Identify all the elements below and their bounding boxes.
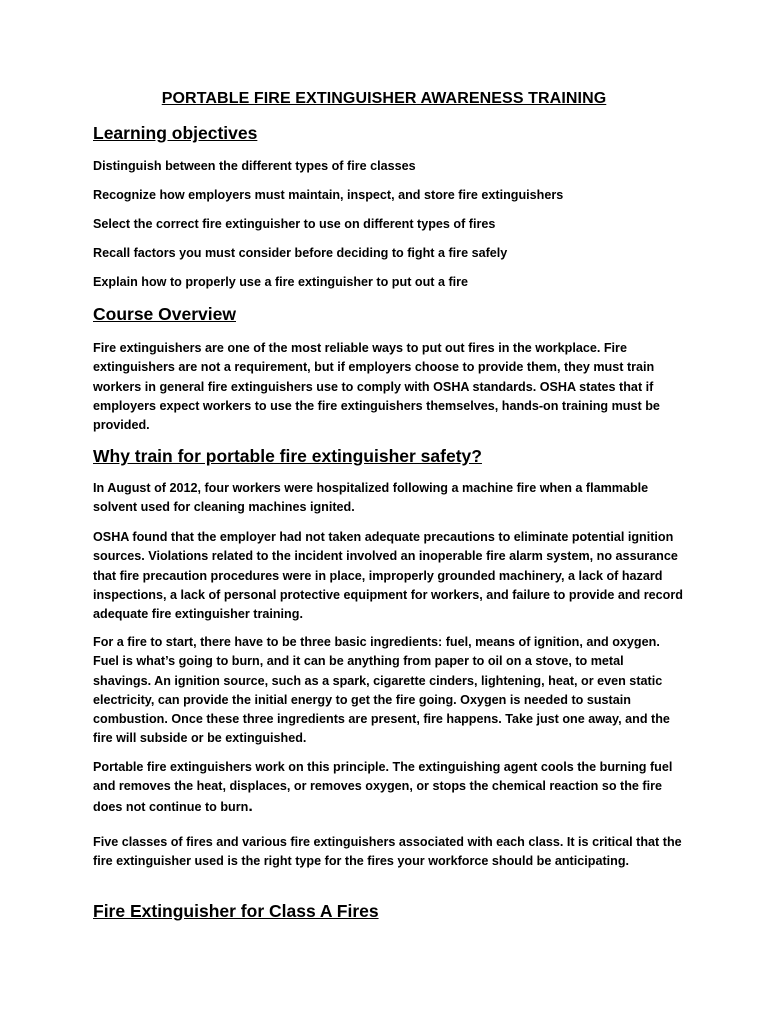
document-title: PORTABLE FIRE EXTINGUISHER AWARENESS TRAINING: [161, 90, 607, 107]
fire-classes-paragraph: Five classes of fires and various fire extinguishers associated with each class. It is critical that the fire extinguisher used is the right type for the fires your workforce should be anticipating.: [93, 835, 682, 869]
objective-item: Explain how to properly use a fire extinguisher to put out a fire: [93, 275, 469, 289]
why-train-heading: Why train for portable fire extinguisher safety?: [93, 446, 482, 466]
incident-paragraph: In August of 2012, four workers were hospitalized following a machine fire when a flammable solvent used for cleaning machines ignited.: [93, 481, 649, 515]
objective-item: Recall factors you must consider before deciding to fight a fire safely: [93, 246, 508, 260]
objective-item: Distinguish between the different types of fire classes: [93, 159, 416, 173]
objective-item: Recognize how employers must maintain, inspect, and store fire extinguishers: [93, 188, 564, 202]
fire-ingredients-paragraph: For a fire to start, there have to be three basic ingredients: fuel, means of ignition, and oxygen. Fuel is what’s going to burn, and it can be anything from paper to oil on a stove, to metal shavings. An ignition source, such as a spark, cigarette cinders, lightening, heat, or even static electricity, can provide the initial energy to get the fire going. Oxygen is needed to sustain combustion. Once these three ingredients are present, fire happens. Take just one away, and the fire will subside or be extinguished.: [93, 635, 670, 746]
period-mark: .: [248, 797, 253, 815]
class-a-heading: Fire Extinguisher for Class A Fires: [93, 901, 379, 921]
objective-item: Select the correct fire extinguisher to use on different types of fires: [93, 217, 496, 231]
course-overview-heading: Course Overview: [93, 304, 236, 324]
course-overview-paragraph: Fire extinguishers are one of the most reliable ways to put out fires in the workplace. Fire extinguishers are not a requirement, but if employers choose to provide them, they must train workers in general fire extinguishers use to comply with OSHA standards. OSHA states that if employers expect workers to use the fire extinguishers themselves, hands-on training must be provided.: [93, 341, 660, 433]
extinguisher-principle-text: Portable fire extinguishers work on this principle. The extinguishing agent cools the burning fuel and removes the heat, displaces, or removes oxygen, or stops the chemical reaction so the fire does not continue to burn: [93, 760, 673, 814]
extinguisher-principle-paragraph: [93, 758, 683, 817]
learning-objectives-heading: Learning objectives: [93, 123, 258, 143]
osha-findings-paragraph: OSHA found that the employer had not taken adequate precautions to eliminate potential ignition sources. Violations related to the incident involved an inoperable fire alarm system, no assurance that fire precaution procedures were in place, improperly grounded machinery, a lack of hazard inspections, a lack of personal protective equipment for workers, and failure to provide and record adequate fire extinguisher training.: [93, 530, 683, 622]
